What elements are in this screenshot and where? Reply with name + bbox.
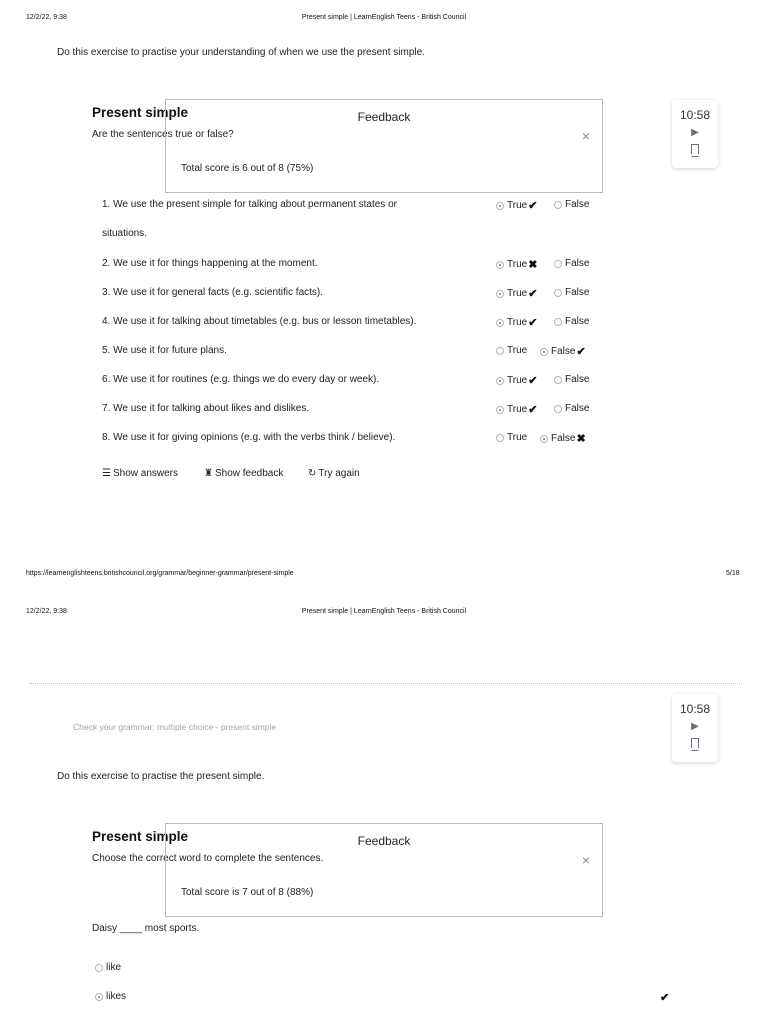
radio-unselected[interactable]: [554, 201, 562, 209]
section-heading-link[interactable]: Check your grammar: multiple choice - present simple: [73, 722, 277, 732]
option-label: True: [507, 432, 528, 443]
correct-mark-icon: [659, 991, 669, 1004]
feedback-panel: [165, 99, 603, 193]
option-label: False: [565, 258, 590, 269]
q2-false-option[interactable]: [554, 258, 589, 269]
bookmark-icon[interactable]: [691, 738, 699, 748]
timer-time: 10:58: [679, 702, 711, 716]
question-1-text: 1. We use the present simple for talking about permanent states or: [102, 199, 397, 210]
q1-false-option[interactable]: [554, 199, 589, 210]
q3-false-option[interactable]: [554, 287, 589, 298]
total-score: Total score is 7 out of 8 (88%): [181, 887, 314, 898]
wrong-mark-icon: ✖: [528, 259, 538, 271]
feedback-title: Feedback: [357, 834, 411, 848]
timer-widget: [672, 694, 718, 762]
radio-unselected[interactable]: [496, 434, 504, 442]
try-again-button[interactable]: [308, 468, 360, 479]
try-again-label: Try again: [318, 468, 360, 479]
correct-mark-icon: ✔: [528, 200, 538, 212]
timer-widget: [672, 100, 718, 168]
radio-unselected[interactable]: [554, 260, 562, 268]
option-label: False: [565, 403, 590, 414]
radio-selected[interactable]: [540, 435, 548, 443]
option-label: like: [106, 962, 122, 973]
card-subtitle: Choose the correct word to complete the sentences.: [92, 853, 324, 864]
print-footer-url: https://learnenglishteens.britishcouncil.org/grammar/beginner-grammar/present-simple: [26, 570, 294, 577]
card-subtitle: Are the sentences true or false?: [92, 129, 234, 140]
show-feedback-button[interactable]: [204, 468, 283, 479]
total-score: Total score is 6 out of 8 (75%): [181, 163, 314, 174]
section-divider: [30, 683, 742, 684]
print-header-title: Present simple | LearnEnglish Teens - British Council: [301, 14, 467, 21]
radio-unselected[interactable]: [496, 347, 504, 355]
print-footer-page: 5/18: [726, 570, 740, 577]
q5-false-option[interactable]: [540, 345, 586, 358]
bookmark-icon[interactable]: [691, 144, 699, 154]
feedback-icon: ♜: [204, 468, 213, 479]
question-8-text: 8. We use it for giving opinions (e.g. with the verbs think / believe).: [102, 432, 396, 443]
option-label: False: [551, 346, 576, 357]
radio-selected[interactable]: [496, 406, 504, 414]
option-label: True: [507, 259, 528, 270]
play-icon[interactable]: ▶: [691, 127, 699, 138]
radio-unselected[interactable]: [95, 964, 103, 972]
radio-unselected[interactable]: [554, 376, 562, 384]
option-label: False: [565, 287, 590, 298]
play-icon[interactable]: ▶: [691, 721, 699, 732]
question-7-text: 7. We use it for talking about likes and dislikes.: [102, 403, 310, 414]
correct-mark-icon: ✔: [528, 317, 538, 329]
option-label: True: [507, 317, 528, 328]
question-5-text: 5. We use it for future plans.: [102, 345, 227, 356]
check-icon: ✔: [660, 992, 670, 1004]
question-6-text: 6. We use it for routines (e.g. things we do every day or week).: [102, 374, 380, 385]
feedback-title: Feedback: [357, 110, 411, 124]
q4-true-option[interactable]: [496, 316, 537, 329]
radio-selected[interactable]: [496, 290, 504, 298]
correct-mark-icon: ✔: [528, 404, 538, 416]
correct-mark-icon: ✔: [528, 375, 538, 387]
card-title: Present simple: [92, 829, 189, 844]
option-label: False: [551, 433, 576, 444]
show-feedback-label: Show feedback: [214, 468, 284, 479]
radio-unselected[interactable]: [554, 405, 562, 413]
exercise-intro: Do this exercise to practise your understanding of when we use the present simple.: [57, 47, 425, 58]
print-header-date: 12/2/22, 9:38: [26, 14, 67, 21]
q8-false-option[interactable]: [540, 432, 586, 445]
q7-true-option[interactable]: [496, 403, 537, 416]
q1-true-option[interactable]: [496, 199, 537, 212]
option-label: False: [565, 199, 590, 210]
radio-selected[interactable]: [540, 348, 548, 356]
option-label: likes: [106, 991, 127, 1002]
option-label: True: [507, 288, 528, 299]
radio-unselected[interactable]: [554, 318, 562, 326]
timer-time: 10:58: [679, 108, 711, 122]
radio-selected[interactable]: [496, 261, 504, 269]
option-likes[interactable]: [95, 991, 126, 1002]
exercise-intro: Do this exercise to practise the present simple.: [57, 771, 265, 782]
option-like[interactable]: [95, 962, 121, 973]
wrong-mark-icon: ✖: [576, 433, 586, 445]
question-2-text: 2. We use it for things happening at the moment.: [102, 258, 318, 269]
radio-selected[interactable]: [496, 319, 504, 327]
option-label: True: [507, 200, 528, 211]
q6-false-option[interactable]: [554, 374, 589, 385]
show-answers-label: Show answers: [112, 468, 178, 479]
option-label: True: [507, 404, 528, 415]
question-text: Daisy ____ most sports.: [92, 923, 200, 934]
q7-false-option[interactable]: [554, 403, 589, 414]
radio-selected[interactable]: [496, 202, 504, 210]
q5-true-option[interactable]: [496, 345, 527, 356]
radio-selected[interactable]: [496, 377, 504, 385]
question-3-text: 3. We use it for general facts (e.g. scientific facts).: [102, 287, 324, 298]
feedback-panel: [165, 823, 603, 917]
print-header-date: 12/2/22, 9:38: [26, 608, 67, 615]
option-label: False: [565, 374, 590, 385]
show-answers-button[interactable]: [102, 468, 178, 479]
radio-selected[interactable]: [95, 993, 103, 1001]
close-icon[interactable]: ×: [581, 852, 590, 868]
close-icon[interactable]: ×: [581, 128, 590, 144]
q4-false-option[interactable]: [554, 316, 589, 327]
radio-unselected[interactable]: [554, 289, 562, 297]
option-label: True: [507, 375, 528, 386]
list-icon: ☰: [102, 468, 111, 479]
print-header-title: Present simple | LearnEnglish Teens - British Council: [301, 608, 467, 615]
q3-true-option[interactable]: [496, 287, 537, 300]
card-title: Present simple: [92, 105, 189, 120]
question-4-text: 4. We use it for talking about timetables (e.g. bus or lesson timetables).: [102, 316, 417, 327]
option-label: False: [565, 316, 590, 327]
correct-mark-icon: ✔: [528, 288, 538, 300]
q2-true-option[interactable]: [496, 258, 537, 271]
option-label: True: [507, 345, 528, 356]
question-1-text-cont: situations.: [102, 228, 148, 239]
refresh-icon: ↻: [308, 468, 317, 479]
q6-true-option[interactable]: [496, 374, 537, 387]
q8-true-option[interactable]: [496, 432, 527, 443]
correct-mark-icon: ✔: [576, 346, 586, 358]
